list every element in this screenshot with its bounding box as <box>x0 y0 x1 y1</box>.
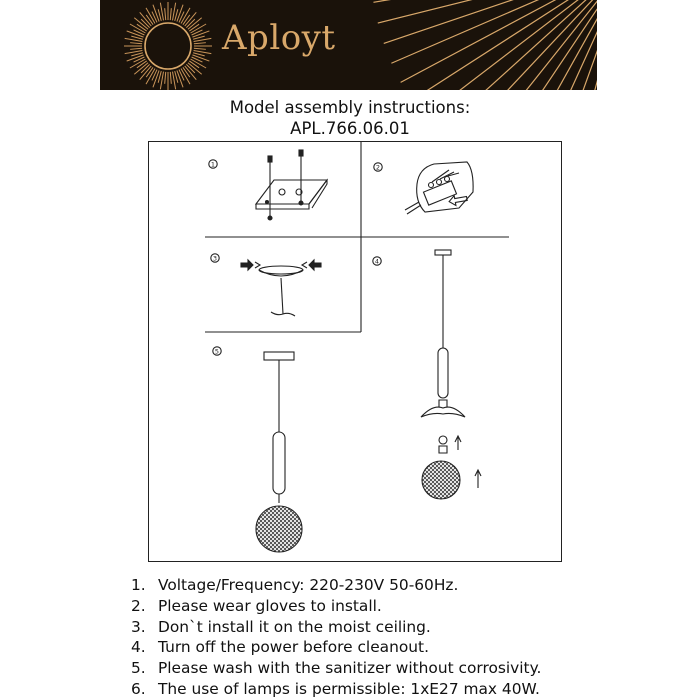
note-number: 6. <box>131 679 146 698</box>
note-text: Please wear gloves to install. <box>158 596 382 615</box>
glass-shade-grid <box>422 461 460 499</box>
sunburst-icon <box>100 0 597 90</box>
note-item <box>131 596 541 617</box>
note-text: Voltage/Frequency: 220-230V 50-60Hz. <box>158 576 459 594</box>
terminal-block-illustration <box>405 162 473 214</box>
note-number: 2. <box>131 596 146 615</box>
mounting-bracket-illustration <box>256 150 327 220</box>
note-text: Turn off the power before cleanout. <box>158 638 429 657</box>
step-number <box>209 160 217 169</box>
assembly-diagram-frame <box>148 141 562 562</box>
canopy-screws-illustration <box>241 260 321 316</box>
svg-text:5: 5 <box>214 347 220 356</box>
svg-text:3: 3 <box>212 254 218 263</box>
step-number <box>211 254 219 263</box>
note-text: Don`t install it on the moist ceiling. <box>158 617 431 636</box>
finished-pendant-illustration <box>256 352 302 552</box>
brand-logo-text: Aployt <box>222 18 336 58</box>
note-number: 5. <box>131 659 146 678</box>
step-number <box>213 347 221 356</box>
note-number: 4. <box>131 638 146 657</box>
note-item <box>131 617 541 638</box>
step-number <box>374 163 382 172</box>
note-text: Please wash with the sanitizer without corrosivity. <box>158 659 542 678</box>
note-item <box>131 575 541 596</box>
svg-text:1: 1 <box>210 160 216 169</box>
glass-shade-grid <box>256 506 302 552</box>
note-number: 1. <box>131 576 146 594</box>
brand-banner <box>100 0 597 90</box>
svg-text:4: 4 <box>374 257 380 266</box>
note-item <box>131 637 541 658</box>
note-text: The use of lamps is permissible: 1xE27 max 40W. <box>158 679 540 698</box>
note-item <box>131 658 541 679</box>
note-item <box>131 679 541 700</box>
note-number: 3. <box>131 617 146 636</box>
svg-text:2: 2 <box>375 163 381 172</box>
step-number <box>373 257 381 266</box>
safety-notes-list <box>131 575 541 700</box>
model-number: APL.766.06.01 <box>290 119 410 138</box>
page-title: Model assembly instructions: <box>229 98 471 117</box>
pendant-exploded-illustration <box>421 250 481 499</box>
